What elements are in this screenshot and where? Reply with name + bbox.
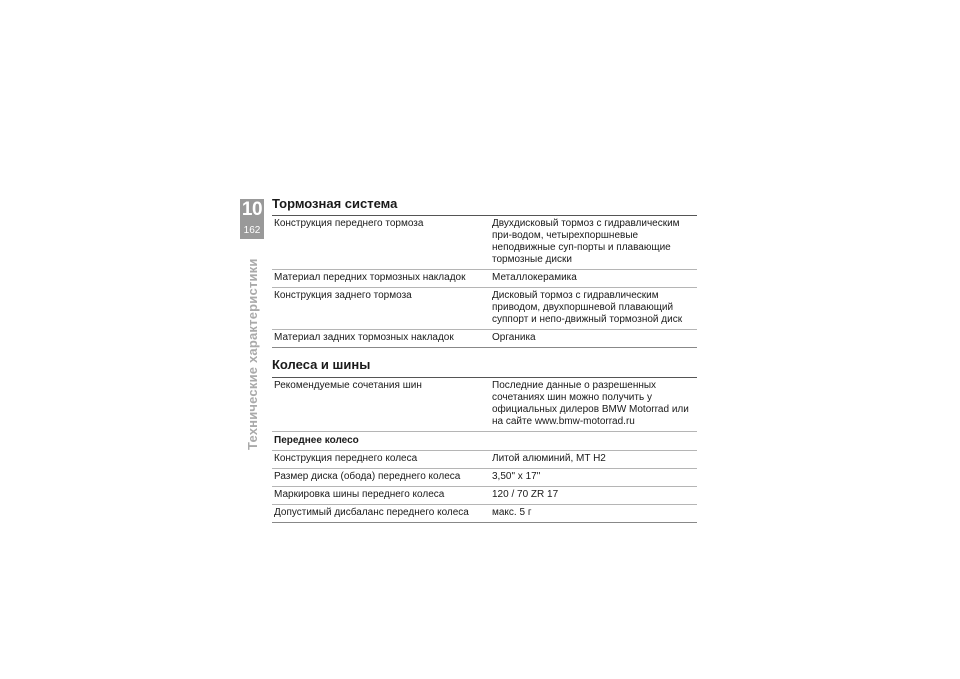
table-row xyxy=(272,216,697,270)
row-value: Металлокерамика xyxy=(490,270,697,288)
table-row xyxy=(272,505,697,523)
row-value: Последние данные о разрешенных сочетаниях шин можно получить у официальных дилеров BMW Motorrad или на сайте www.bmw-motorrad.ru xyxy=(490,378,697,432)
chapter-number: 10 xyxy=(241,199,263,220)
row-value: 3,50" x 17" xyxy=(490,469,697,487)
page-number: 162 xyxy=(243,225,261,236)
row-label: Конструкция переднего тормоза xyxy=(272,216,490,270)
chapter-tab xyxy=(240,199,264,239)
row-label: Материал передних тормозных накладок xyxy=(272,270,490,288)
row-label: Материал задних тормозных накладок xyxy=(272,330,490,348)
brakes-table xyxy=(272,215,697,348)
row-label: Маркировка шины переднего колеса xyxy=(272,487,490,505)
chapter-side-title: Технические характеристики xyxy=(245,258,260,450)
table-row xyxy=(272,270,697,288)
row-value: Дисковый тормоз с гидравлическим приводом, двухпоршневой плавающий суппорт и непо-движный тормозной диск xyxy=(490,288,697,330)
subsection-title-front-wheel: Переднее колесо xyxy=(272,432,697,451)
table-row xyxy=(272,288,697,330)
row-label: Размер диска (обода) переднего колеса xyxy=(272,469,490,487)
row-value: Литой алюминий, MT H2 xyxy=(490,451,697,469)
table-row xyxy=(272,451,697,469)
table-row xyxy=(272,378,697,432)
table-row xyxy=(272,469,697,487)
page-content xyxy=(272,196,697,523)
row-value: 120 / 70 ZR 17 xyxy=(490,487,697,505)
subsection-row xyxy=(272,432,697,451)
row-value: Двухдисковый тормоз с гидравлическим при-водом, четырехпоршневые неподвижные суп-порты и плавающие тормозные диски xyxy=(490,216,697,270)
section-title-wheels: Колеса и шины xyxy=(272,357,371,372)
table-row xyxy=(272,487,697,505)
table-row xyxy=(272,330,697,348)
row-label: Конструкция заднего тормоза xyxy=(272,288,490,330)
row-value: Органика xyxy=(490,330,697,348)
row-label: Конструкция переднего колеса xyxy=(272,451,490,469)
row-label: Рекомендуемые сочетания шин xyxy=(272,378,490,432)
section-title-brakes: Тормозная система xyxy=(272,196,398,211)
wheels-table xyxy=(272,377,697,523)
row-value: макс. 5 г xyxy=(490,505,697,523)
row-label: Допустимый дисбаланс переднего колеса xyxy=(272,505,490,523)
